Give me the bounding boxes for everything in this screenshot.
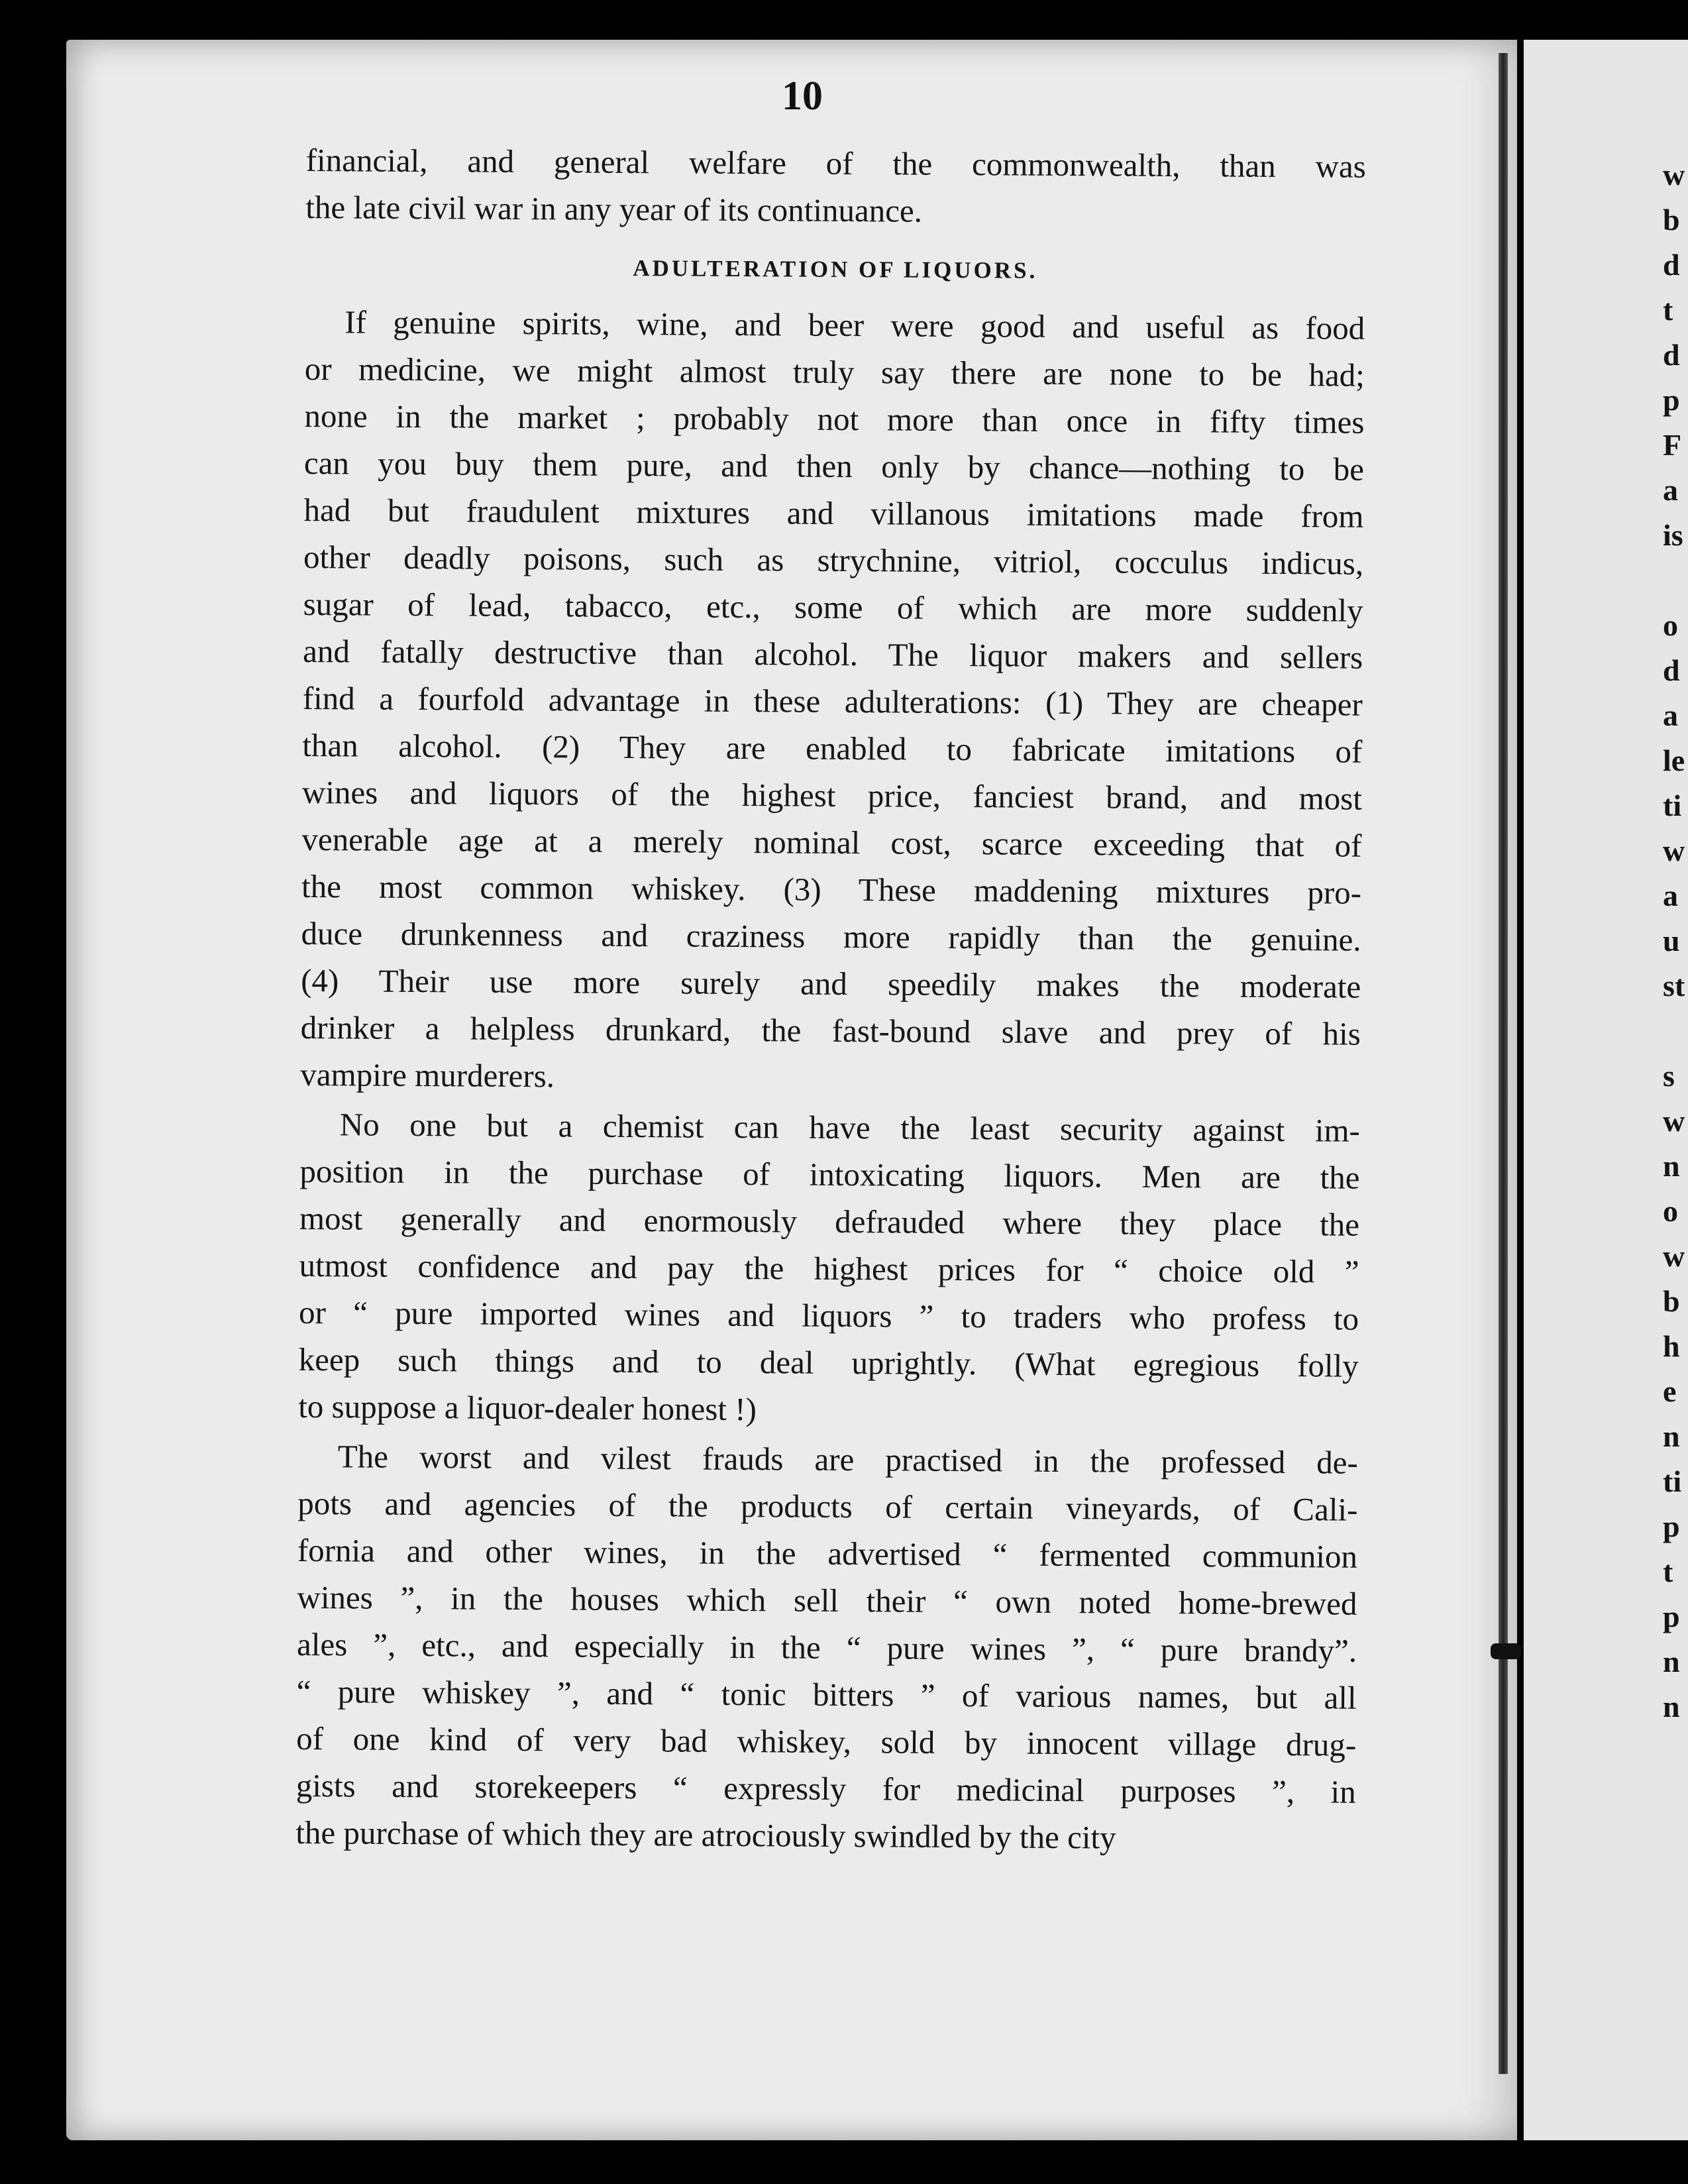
text-line: utmost confidence and pay the highest prices for “ choice old ” [299,1246,1359,1290]
text-line: keep such things and to deal uprightly. (What egregious folly [298,1340,1359,1384]
facing-page-fragment: w [1663,158,1685,191]
text-line: position in the purchase of intoxicating liquors. Men are the [299,1152,1360,1196]
text-line: than alcohol. (2) They are enabled to fabricate imitations of [302,726,1363,770]
facing-page-fragment: p [1663,1509,1680,1543]
facing-page-fragment: w [1663,1104,1685,1138]
text-line: venerable age at a merely nominal cost, scarce exceeding that of [301,820,1362,864]
facing-page-fragment: st [1663,969,1685,1003]
facing-page-fragment: ti [1663,789,1682,822]
text-line: and fatally destructive than alcohol. The liquor makers and sellers [303,632,1363,676]
text-line: the late civil war in any year of its continuance. [305,188,923,229]
facing-page-fragment: a [1663,879,1678,912]
facing-page-fragment: d [1663,653,1680,687]
facing-page-fragment [1663,1009,1685,1054]
text-line: of one kind of very bad whiskey, sold by innocent village drug- [296,1720,1357,1763]
facing-page-fragment: n [1663,1645,1680,1678]
continuation-text [305,136,1366,237]
facing-page-fragment: p [1663,383,1680,417]
text-line: If genuine spirits, wine, and beer were good and useful as food [344,303,1365,347]
text-line: sugar of lead, tabacco, etc., some of which are more suddenly [303,585,1363,629]
facing-page-fragment: n [1663,1149,1680,1183]
book-gutter [1499,53,1508,2074]
facing-page-fragment: t [1663,1555,1673,1588]
facing-page-fragment: w [1663,834,1685,867]
paragraph-1 [300,298,1365,1105]
text-line: The worst and vilest frauds are practised in the professed de- [337,1438,1358,1481]
binding-thread [1491,1643,1521,1659]
text-line: “ pure whiskey ”, and “ tonic bitters ” of various names, but all [296,1672,1357,1716]
paragraph-3 [295,1433,1358,1863]
facing-page-fragment: is [1663,518,1683,552]
facing-page-text [1663,152,1685,1729]
text-line: (4) Their use more surely and speedily makes the moderate [301,961,1361,1005]
facing-page-fragment: b [1663,203,1680,237]
text-line: most generally and enormously defrauded where they place the [299,1199,1360,1243]
text-line: the most common whiskey. (3) These maddening mixtures pro- [301,867,1362,911]
facing-page-fragment: le [1663,743,1685,777]
section-heading: ADULTERATION OF LIQUORS. [633,255,1038,284]
facing-page-fragment: d [1663,338,1680,372]
facing-page-fragment: u [1663,924,1680,957]
text-line: the purchase of which they are atrociously swindled by the city [295,1814,1116,1856]
facing-page-fragment: a [1663,698,1678,732]
facing-page-fragment [1663,558,1685,603]
facing-page-fragment: s [1663,1059,1675,1093]
facing-page-fragment: p [1663,1600,1680,1633]
paragraph-2 [298,1101,1360,1437]
text-line: ales ”, etc., and especially in the “ pure wines ”, “ pure brandy”. [296,1625,1357,1669]
text-line: can you buy them pure, and then only by chance—nothing to be [303,444,1365,488]
facing-page-fragment: F [1663,428,1682,462]
text-line: to suppose a liquor-dealer honest !) [298,1388,757,1428]
facing-page-fragment: n [1663,1690,1680,1723]
facing-page-fragment: w [1663,1239,1685,1273]
text-line: none in the market ; probably not more than once in fifty times [304,397,1365,441]
text-line: duce drunkenness and craziness more rapidly than the genuine. [301,914,1361,958]
text-line: No one but a chemist can have the least security against im- [339,1106,1361,1149]
facing-page-fragment: t [1663,293,1673,327]
facing-page-fragment: o [1663,1194,1678,1228]
text-line: drinker a helpless drunkard, the fast-bound slave and prey of his [300,1009,1361,1052]
facing-page-fragment: a [1663,473,1678,507]
text-line: other deadly poisons, such as strychnine, vitriol, cocculus indicus, [303,538,1364,582]
text-line: find a fourfold advantage in these adulterations: (1) They are cheaper [302,679,1363,723]
text-line: vampire murderers. [300,1056,555,1095]
text-line: gists and storekeepers “ expressly for medicinal purposes ”, in [295,1767,1356,1810]
text-line: had but fraudulent mixtures and villanous imitations made from [303,491,1364,535]
text-line: fornia and other wines, in the advertised “ fermented communion [297,1531,1358,1575]
facing-page-fragment: d [1663,248,1680,282]
text-line: wines ”, in the houses which sell their “ own noted home-brewed [297,1578,1357,1622]
facing-page-fragment: b [1663,1284,1680,1318]
text-line: pots and agencies of the products of certain vineyards, of Cali- [297,1484,1358,1528]
page-number: 10 [782,74,823,119]
page-body [295,136,1366,1863]
text-line: financial, and general welfare of the commonwealth, than was [305,141,1366,185]
facing-page-fragment: e [1663,1374,1677,1408]
facing-page-fragment: n [1663,1419,1680,1453]
facing-page-fragment: ti [1663,1464,1682,1498]
text-line: wines and liquors of the highest price, fanciest brand, and most [301,773,1363,817]
text-line: or “ pure imported wines and liquors ” to traders who profess to [298,1293,1359,1337]
facing-page-fragment: o [1663,608,1678,642]
text-line: or medicine, we might almost truly say there are none to be had; [304,350,1365,394]
facing-page-fragment: h [1663,1329,1680,1363]
